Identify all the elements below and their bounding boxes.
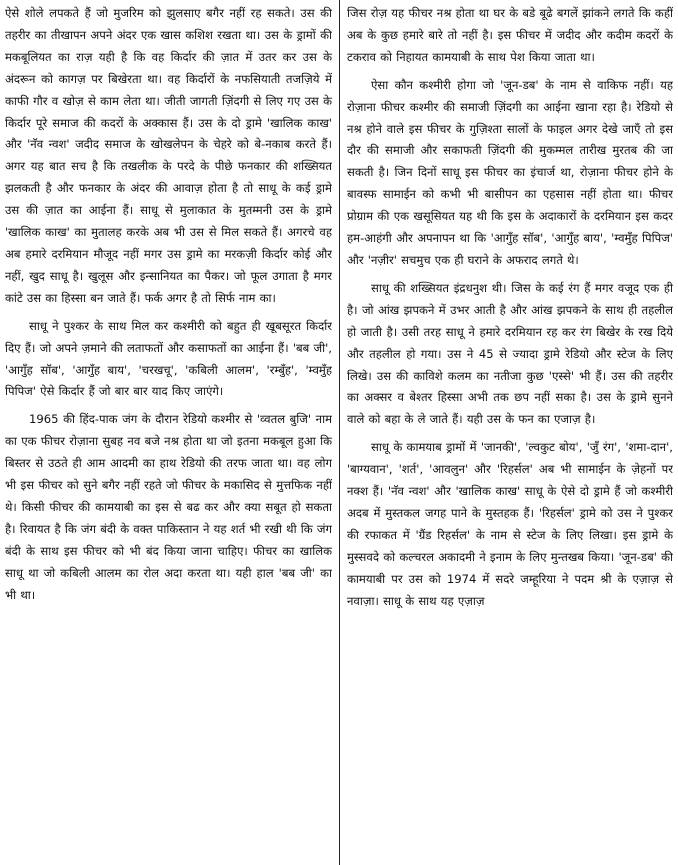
paragraph: ऐसा कौन कश्मीरी होगा जो 'जून-डब' के नाम से वाकिफ नहीं। यह रोज़ाना फीचर कश्मीर की समाजी ज़िंदगी का आईना खाना रहा है। रेडियो से नश्र होने वाले इस फीचर के गुज़िश्ता सालों के फाइल अगर देखे जाएँ तो इस दौर की समाजी और सकाफती ज़िंदगी की मुकम्मल तारीख मुरतब की जा सकती है। जिन दिनों साधू इस फीचर का इंचार्ज था, रोज़ाना फीचर होने के बावस्फ सामाईन को कभी भी बासीपन का एहसास नहीं होता था। फीचर प्रोग्राम की एक खसूसियत यह थी कि इस के अदाकारों के दरमियान इस कदर हम-आहंगी और अपनापन था कि 'आगुँह सॉब', 'आगुँह बाय', 'म्वमुँह पिपिज' और 'नज़ीर' सचमुच एक ही घराने के अफराद लगते थे।	[347, 77, 673, 267]
paragraph: जिस रोज़ यह फीचर नश्र होता था घर के बडे बूढे बगलें झांकने लगते कि कहीं अब के कुछ हमारे बारे तो नहीं है। इस फीचर में जदीद और कदीम कदरों के टकराव को निहायत कामयाबी के साथ पेश किया जाता था।	[347, 6, 673, 64]
paragraph: साधू के कामयाब ड्रामों में 'जानकी', 'ल्वकुट बोय', 'जुँ रंग', 'शमा-दान', 'बाग्यवान', 'शर्त', 'आवलुन' और 'रिहर्सल' अब भी सामाईन के ज़ेहनों पर नक्श हैं। 'नॅव न्वश' और 'खालिक काख' साधू के ऐसे दो ड्रामे हैं जो कश्मीरी अदब में मुस्तकल जगह पाने के मुस्तहक हैं। 'रिहर्सल' ड्रामे को उस ने पुश्कर की रफाकत में 'ग्रैंड रिहर्सल' के नाम से स्टेज के लिए लिखा। इस ड्रामे के मुस्सवदे को कल्चरल अकादमी ने इनाम के लिए मुन्तखब किया। 'जून-डब' की कामयाबी पर उस को 1974 में सदरे जम्हूरिया ने पदम श्री के एज़ाज़ से नवाज़ा। साधू के साथ यह एज़ाज़	[347, 440, 673, 608]
paragraph: 1965 की हिंद-पाक जंग के दौरान रेडियो कश्मीर से 'व्वतल बुजि' नाम का एक फीचर रोज़ाना सुबह नव बजे नश्र होता था जो इतना मकबूल हुआ कि बिस्तर से उठते ही आम आदमी का हाथ रेडियो की तरफ जाता था। वह लोग भी इस फीचर को सुने बगैर नहीं रहते जो फीचर के मकासिद से मुत्तफिक नहीं थे। किसी फीचर की कामयाबी का इस से बढ कर और क्या सबूत हो सकता है। रिवायत है कि जंग बंदी के वक्त पाकिस्तान ने यह शर्त भी रखी थी कि जंग बंदी के साथ इस फीचर को भी बंद किया जाना चाहिए। फीचर का खालिक साधू था जो कबिली आलम का रोल अदा करता था। यही हाल 'बब जी' का भी था।	[5, 412, 332, 602]
column-divider	[339, 0, 340, 865]
left-column	[5, 3, 332, 865]
paragraph: साधू ने पुश्कर के साथ मिल कर कश्मीरी को बहुत ही खूबसूरत किर्दार दिए हैं। जो अपने ज़माने की लताफतों और कसाफतों का आईना हैं। 'बब जी', 'आगुँह सॉब', 'आगुँह बाय', 'चरखचू', 'कबिली आलम', 'रम्बुँह', 'म्वमुँह पिपिज' ऐसे किर्दार हैं जो बार बार याद किए जाएंगे।	[5, 318, 332, 399]
paragraph: साधू की शख्सियत इंद्रधनुश थी। जिस के कई रंग हैं मगर वजूद एक ही है। जो आंख झपकने में उभर आती है और आंख झपकने के साथ ही तहलील हो जाती है। उसी तरह साधू ने हमारे दरमियान रह कर रंग बिखेर के रख दिये और तहलील हो गया। उस ने 45 से ज्यादा ड्रामे रेडियो और स्टेज के लिए लिखे। उस की काविशे कलम का नतीजा कुछ 'एस्से' भी हैं। उस की तहरीर का अक्सर व बेश्तर हिस्सा अभी तक छप नहीं सका है। उस के ड्रामे सुनने वाले को बहा के ले जाते हैं। यही उस के फन का एजाज़ है।	[347, 280, 673, 427]
paragraph: ऐसे शोले लपकते हैं जो मुजरिम को झुलसाए बगैर नहीं रह सकते। उस की तहरीर का तीखापन अपने अंदर एक खास कशिश रखता था। उस के ड्रामों की मकबूलियत का राज़ यही है कि वह किर्दार की ज़ात में उतर कर उस के अंदरून को कागज़ पर बिखेरता था। वह किर्दारों के नफसियाती तजज़िये में काफी गौर व खोज़ से काम लेता था। जीती जागती ज़िंदगी से लिए गए उस के किर्दार पूरे समाज की कदरों के अक्कास हैं। उस के दो ड्रामे 'खालिक काख' और 'नॅव न्वश' जदीद समाज के खोखलेपन के चेहरे को बे-नकाब करते हैं। अगर यह बात सच है कि तखलीक के परदे के पीछे फनकार की शख्सियत झलकती है और फनकार के अंदर की आवाज़ होता है तो साधू के कई ड्रामे उस की ज़ात का आईना हैं। साधू से मुलाकात के मुतम्मनी उस के ड्रामे 'खालिक काख' का मुतालह करके अब भी उस से मिल सकते हैं। अगरचे वह अब हमारे दरमियान मौजूद नहीं मगर उस ड्रामे का मरकज़ी किर्दार कोई और नहीं, खुद साधू है। खुलूस और इन्सानियत का पैकर। जो फूल उगाता है मगर कांटे उस का हिस्सा बन जाते हैं। फर्क अगर है तो सिर्फ नाम का।	[5, 6, 332, 305]
right-column	[347, 3, 673, 865]
